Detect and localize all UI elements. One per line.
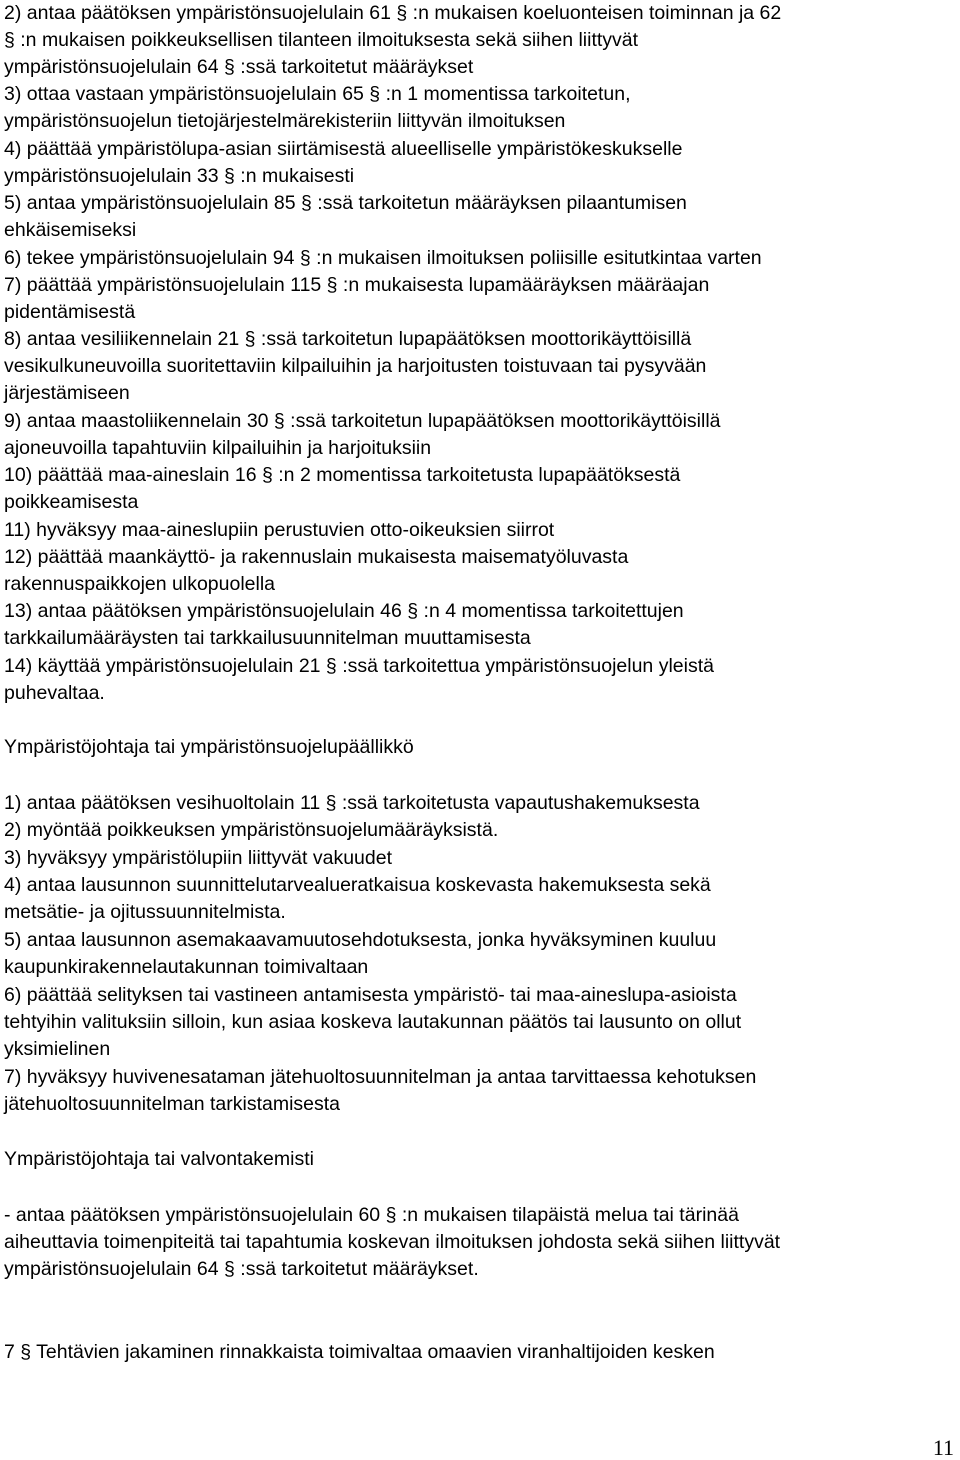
text-line: tehtyihin valituksiin silloin, kun asiaa koskeva lautakunnan päätös tai lausunto on ollut <box>4 1011 742 1033</box>
text-line: 13) antaa päätöksen ympäristönsuojelulain 46 § :n 4 momentissa tarkoitettujen <box>4 600 684 622</box>
text-line: ympäristönsuojelulain 64 § :ssä tarkoitetut määräykset <box>4 56 474 78</box>
text-line: 8) antaa vesiliikennelain 21 § :ssä tarkoitetun lupapäätöksen moottorikäyttöisillä <box>4 328 692 350</box>
text-line: tarkkailumääräysten tai tarkkailusuunnitelman muuttamisesta <box>4 627 531 649</box>
text-line: 3) hyväksyy ympäristölupiin liittyvät vakuudet <box>4 847 392 869</box>
text-line: 11) hyväksyy maa-aineslupiin perustuvien otto-oikeuksien siirrot <box>4 519 555 541</box>
text-line: 1) antaa päätöksen vesihuoltolain 11 § :ssä tarkoitetusta vapautushakemuksesta <box>4 792 700 814</box>
text-line: 14) käyttää ympäristönsuojelulain 21 § :ssä tarkoitettua ympäristönsuojelun yleistä <box>4 655 714 677</box>
text-line: § :n mukaisen poikkeuksellisen tilanteen ilmoituksesta sekä siihen liittyvät <box>4 29 639 51</box>
text-line: - antaa päätöksen ympäristönsuojelulain 60 § :n mukaisen tilapäistä melua tai tärinää <box>4 1204 739 1226</box>
text-line: 7) päättää ympäristönsuojelulain 115 § :n mukaisesta lupamääräyksen määräajan <box>4 274 710 296</box>
text-line: ehkäisemiseksi <box>4 219 137 241</box>
text-line: 4) päättää ympäristölupa-asian siirtämisestä alueelliselle ympäristökeskukselle <box>4 138 683 160</box>
text-line: ympäristönsuojelulain 33 § :n mukaisesti <box>4 165 355 187</box>
text-line: vesikulkuneuvoilla suoritettaviin kilpailuihin ja harjoitusten toistuvaan tai pysyvään <box>4 355 707 377</box>
text-line: jätehuoltosuunnitelman tarkistamisesta <box>4 1093 341 1115</box>
text-line: 12) päättää maankäyttö- ja rakennuslain mukaisesta maisematyöluvasta <box>4 546 629 568</box>
section-title: 7 § Tehtävien jakaminen rinnakkaista toimivaltaa omaavien viranhaltijoiden kesken <box>4 1341 715 1363</box>
text-line: 6) päättää selityksen tai vastineen antamisesta ympäristö- tai maa-aineslupa-asioista <box>4 984 737 1006</box>
page-number: 11 <box>932 1435 954 1460</box>
text-line: kaupunkirakennelautakunnan toimivaltaan <box>4 956 369 978</box>
text-line: 9) antaa maastoliikennelain 30 § :ssä tarkoitetun lupapäätöksen moottorikäyttöisillä <box>4 410 721 432</box>
text-line: järjestämiseen <box>4 382 130 404</box>
text-line: aiheuttavia toimenpiteitä tai tapahtumia koskevan ilmoituksen johdosta sekä siihen liittyvät <box>4 1231 781 1253</box>
text-line: metsätie- ja ojitussuunnitelmista. <box>4 901 286 923</box>
section-heading: Ympäristöjohtaja tai ympäristönsuojelupäällikkö <box>4 736 414 758</box>
text-line: yksimielinen <box>4 1038 111 1060</box>
text-line: pidentämisestä <box>4 301 136 323</box>
text-line: rakennuspaikkojen ulkopuolella <box>4 573 276 595</box>
text-line: ympäristönsuojelun tietojärjestelmärekisteriin liittyvän ilmoituksen <box>4 110 566 132</box>
text-line: 6) tekee ympäristönsuojelulain 94 § :n mukaisen ilmoituksen poliisille esitutkintaa varten <box>4 247 762 269</box>
text-line: 7) hyväksyy huvivenesataman jätehuoltosuunnitelman ja antaa tarvittaessa kehotuksen <box>4 1066 757 1088</box>
text-line: ympäristönsuojelulain 64 § :ssä tarkoitetut määräykset. <box>4 1258 479 1280</box>
text-line: 2) myöntää poikkeuksen ympäristönsuojelumääräyksistä. <box>4 819 499 841</box>
text-line: 2) antaa päätöksen ympäristönsuojelulain 61 § :n mukaisen koeluonteisen toiminnan ja 62 <box>4 2 782 24</box>
text-line: 5) antaa ympäristönsuojelulain 85 § :ssä tarkoitetun määräyksen pilaantumisen <box>4 192 687 214</box>
text-line: 4) antaa lausunnon suunnittelutarvealueratkaisua koskevasta hakemuksesta sekä <box>4 874 711 896</box>
section-heading: Ympäristöjohtaja tai valvontakemisti <box>4 1148 314 1170</box>
text-line: puhevaltaa. <box>4 682 105 704</box>
text-line: 3) ottaa vastaan ympäristönsuojelulain 65 § :n 1 momentissa tarkoitetun, <box>4 83 631 105</box>
text-line: 10) päättää maa-aineslain 16 § :n 2 momentissa tarkoitetusta lupapäätöksestä <box>4 464 681 486</box>
text-line: poikkeamisesta <box>4 491 139 513</box>
text-line: 5) antaa lausunnon asemakaavamuutosehdotuksesta, jonka hyväksyminen kuuluu <box>4 929 717 951</box>
text-line: ajoneuvoilla tapahtuviin kilpailuihin ja harjoituksiin <box>4 437 432 459</box>
